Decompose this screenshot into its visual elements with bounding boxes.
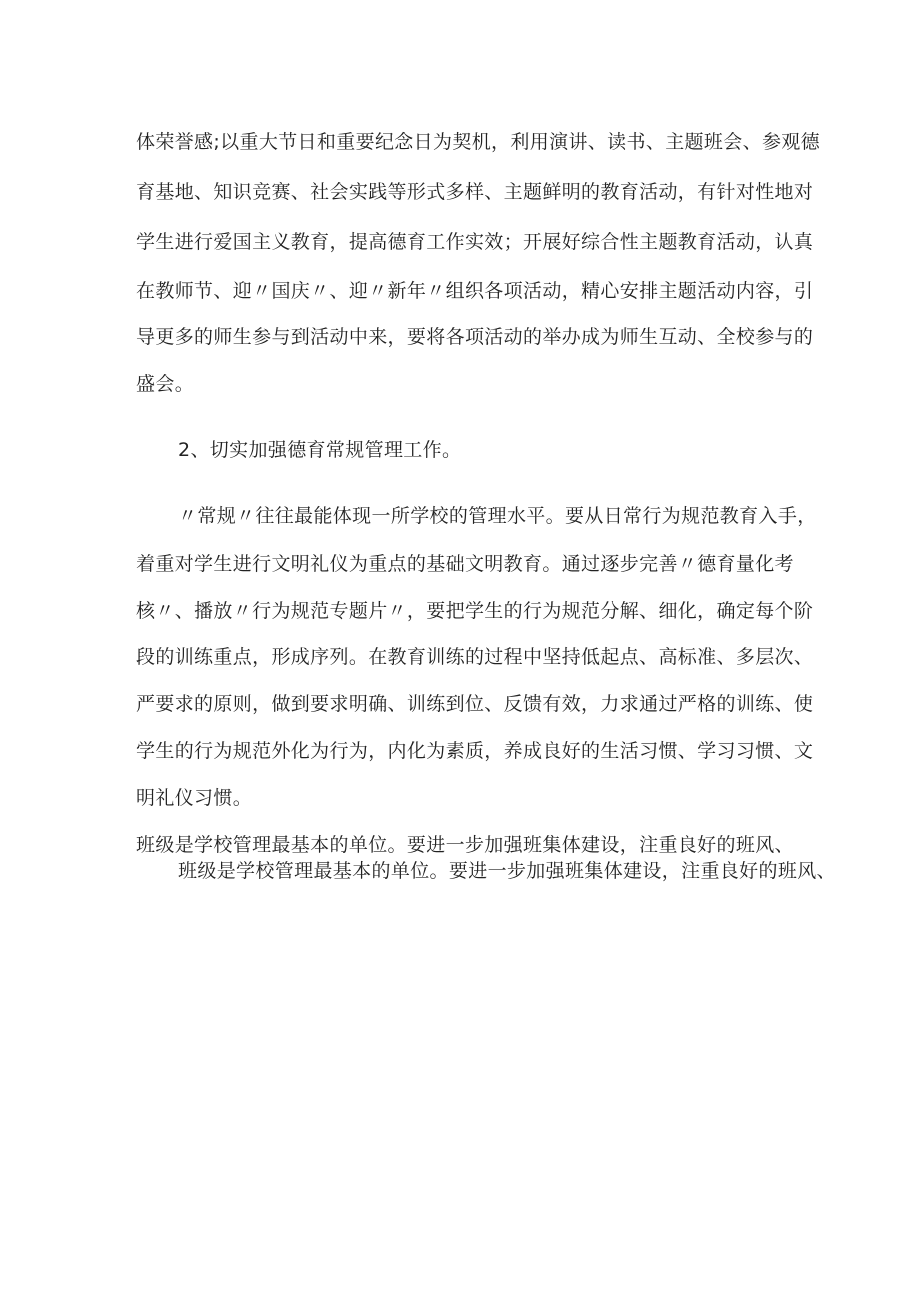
text-line: 学生的行为规范外化为行为，内化为素质，养成良好的生活习惯、学习习惯、文 xyxy=(136,740,814,762)
text-line: 段的训练重点，形成序列。在教育训练的过程中坚持低起点、高标准、多层次、 xyxy=(136,646,814,668)
section-heading: 2、切实加强德育常规管理工作。 xyxy=(178,439,462,461)
text-line: 在教师节、迎〃国庆〃、迎〃新年〃组织各项活动，精心安排主题活动内容，引 xyxy=(136,280,814,302)
text-line: 核〃、播放〃行为规范专题片〃，要把学生的行为规范分解、细化，确定每个阶 xyxy=(136,600,814,622)
text-line: 〃常规〃往往最能体现一所学校的管理水平。要从日常行为规范教育入手， xyxy=(178,505,817,527)
text-line: 严要求的原则，做到要求明确、训练到位、反馈有效，力求通过严格的训练、使 xyxy=(136,693,814,715)
text-line: 着重对学生进行文明礼仪为重点的基础文明教育。通过逐步完善〃德育量化考 xyxy=(136,553,794,575)
text-line: 导更多的师生参与到活动中来，要将各项活动的举办成为师生互动、全校参与的 xyxy=(136,326,814,348)
text-line: 班级是学校管理最基本的单位。要进一步加强班集体建设，注重良好的班风、 xyxy=(178,860,836,882)
text-line: 明礼仪习惯。 xyxy=(136,787,253,809)
text-line: 体荣誉感;以重大节日和重要纪念日为契机，利用演讲、读书、主题班会、参观德 xyxy=(136,131,821,153)
text-line: 班级是学校管理最基本的单位。要进一步加强班集体建设，注重良好的班风、 xyxy=(136,834,794,856)
text-line: 学生进行爱国主义教育，提高德育工作实效；开展好综合性主题教育活动，认真 xyxy=(136,231,814,253)
text-line: 育基地、知识竞赛、社会实践等形式多样、主题鲜明的教育活动，有针对性地对 xyxy=(136,181,814,203)
text-line: 盛会。 xyxy=(136,373,195,395)
